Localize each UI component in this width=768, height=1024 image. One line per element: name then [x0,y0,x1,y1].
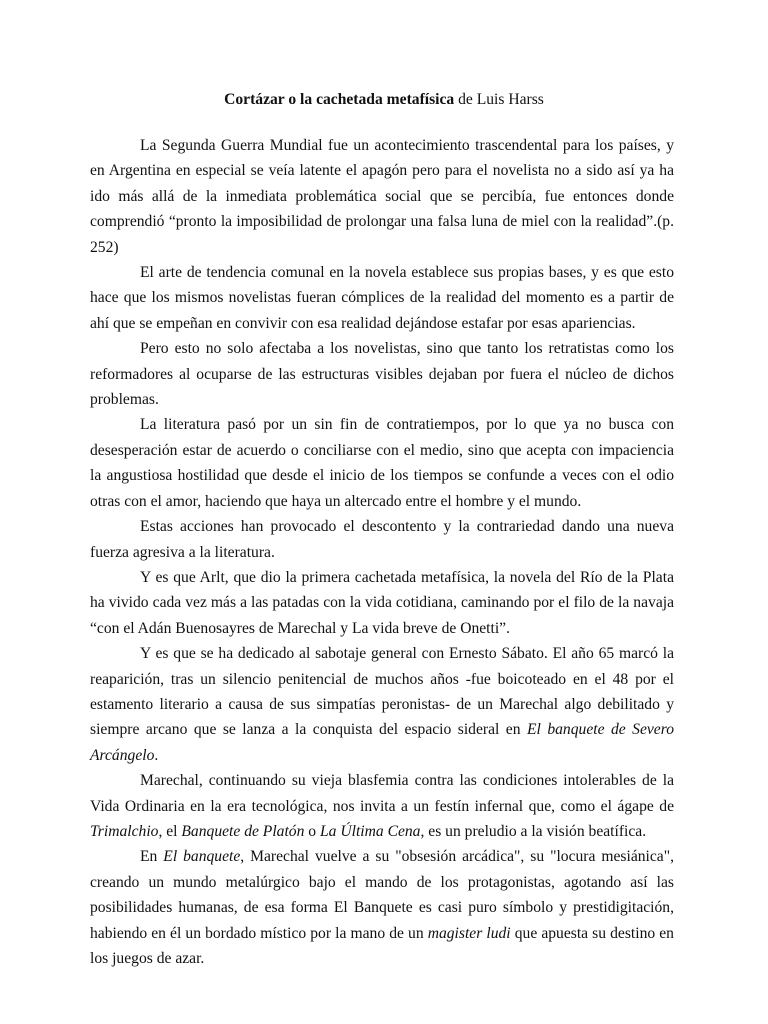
paragraph-1: La Segunda Guerra Mundial fue un acontecimiento trascendental para los países, y en Argentina en especial se veía latente el apagón pero para el novelista no a sido así ya ha ido más allá de la inmediata problemática social que se percibía, fue entonces donde comprendió “pronto la imposibilidad de prolongar una falsa luna de miel con la realidad”.(p. 252) [90,137,674,256]
paragraph-3: Pero esto no solo afectaba a los novelistas, sino que tanto los retratistas como los reformadores al ocuparse de las estructuras visibles dejaban por fuera el núcleo de dichos problemas. [90,340,674,409]
paragraph-9-start: En [140,848,164,866]
document-body [90,133,674,971]
paragraph-8-sep1: , el [158,822,182,840]
italic-magister-ludi: magister ludi [427,924,511,942]
paragraph-7-end: . [154,746,159,764]
italic-trimalchio: Trimalchio [90,822,159,840]
italic-book-title: El banquete de Severo Arcángelo [90,721,674,764]
paragraph-7 [90,641,674,768]
paragraph-6: Y es que Arlt, que dio la primera cachetada metafísica, la novela del Río de la Plata ha vivido cada vez más a las patadas con la vida cotidiana, caminando por el filo de la navaja “con el Adán Buenosayres de Marechal y La vida breve de Onetti”. [90,568,674,637]
paragraph-7-text: Y es que se ha dedicado al sabotaje general con Ernesto Sábato. El año 65 marcó la reaparición, tras un silencio penitencial de muchos años -fue boicoteado en el 48 por el estamento literario a causa de sus simpatías peronistas- de un Marechal algo debilitado y siempre arcano que se lanza a la conquista del espacio sideral en [90,645,674,739]
paragraph-8-text: Marechal, continuando su vieja blasfemia contra las condiciones intolerables de la Vida Ordinaria en la era tecnológica, nos invita a un festín infernal que, como el ágape de [90,772,674,815]
title-bold: Cortázar o la cachetada metafísica [224,91,455,108]
document-title [0,87,768,112]
title-author: de Luis Harss [454,91,544,108]
paragraph-5: Estas acciones han provocado el descontento y la contrariedad dando una nueva fuerza agresiva a la literatura. [90,518,674,561]
paragraph-4: La literatura pasó por un sin fin de contratiempos, por lo que ya no busca con desesperación estar de acuerdo o conciliarse con el medio, sino que acepta con impaciencia la angustiosa hostilidad que desde el inicio de los tiempos se confunde a veces con el odio otras con el amor, haciendo que haya un altercado entre el hombre y el mundo. [90,416,674,510]
paragraph-9-text: , Marechal vuelve a su "obsesión arcádica", su "locura mesiánica", creando un mundo metalúrgico bajo el mando de los protagonistas, agotando así las posibilidades humanas, de esa forma El Banquete es casi puro símbolo y prestidigitación, habiendo en él un bordado místico por la mano de un [90,848,674,942]
paragraph-2: El arte de tendencia comunal en la novela establece sus propias bases, y es que esto hace que los mismos novelistas fueran cómplices de la realidad del momento es a partir de ahí que se empeñan en convivir con esa realidad dejándose estafar por esas apariencias. [90,264,674,332]
paragraph-8-end: , es un preludio a la visión beatífica. [420,822,647,840]
paragraph-8-sep2: o [304,822,320,840]
paragraph-9-end: que apuesta su destino en los juegos de azar. [90,924,674,967]
italic-ultima-cena: La Última Cena [319,822,421,840]
italic-el-banquete: El banquete [163,848,241,866]
italic-banquete-platon: Banquete de Platón [181,822,305,840]
paragraph-8 [90,768,674,844]
paragraph-9 [90,844,674,971]
